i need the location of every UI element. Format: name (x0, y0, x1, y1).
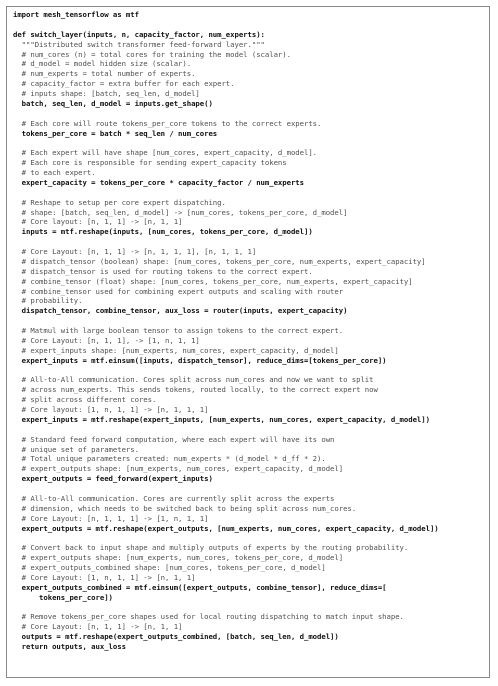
comment-line: # Matmul with large boolean tensor to assign tokens to the correct expert. (13, 326, 344, 335)
comment-line: # Core layout: [1, n, 1, 1] -> [n, 1, 1, 1] (13, 405, 209, 414)
blank-line (13, 138, 487, 148)
code-line: expert_capacity = tokens_per_core * capacity_factor / num_experts (13, 177, 304, 187)
comment-line: # num_experts = total number of experts. (13, 69, 196, 79)
comment-line: # across num_experts. This sends tokens, routed locally, to the correct expert now (13, 385, 378, 395)
code-line: expert_outputs_combined = mtf.einsum([expert_outputs, combine_tensor], reduce_dims=[ (13, 582, 387, 592)
comment-line: # Standard feed forward computation, where each expert will have its own (13, 434, 335, 444)
code-line: batch, seq_len, d_model = inputs.get_shape() (13, 98, 213, 108)
code-line: def switch_layer(inputs, n, capacity_factor, num_experts): (13, 29, 265, 39)
comment-line: # All-to-All communication. Cores are currently split across the experts (13, 493, 335, 503)
blank-line (13, 533, 487, 543)
comment-line: # split across different cores. (13, 395, 157, 405)
comment-line: # capacity_factor = extra buffer for each expert. (13, 79, 235, 89)
code-line: expert_outputs = feed_forward(expert_inputs) (13, 474, 213, 484)
blank-line (13, 425, 487, 435)
comment-line: # inputs shape: [batch, seq_len, d_model] (13, 89, 200, 98)
comment-line: # Remove tokens_per_core shapes used for local routing dispatching to match input shape. (13, 612, 404, 622)
blank-line (13, 366, 487, 376)
comment-line: # Convert back to input shape and multiply outputs of experts by the routing probability. (13, 543, 409, 553)
blank-line (13, 237, 487, 247)
comment-line: # expert_outputs_combined shape: [num_cores, tokens_per_core, d_model] (13, 563, 326, 572)
code-line: tokens_per_core]) (13, 592, 113, 602)
comment-line: # shape: [batch, seq_len, d_model] -> [num_cores, tokens_per_core, d_model] (13, 207, 348, 217)
code-line: return outputs, aux_loss (13, 642, 126, 651)
code-line: dispatch_tensor, combine_tensor, aux_loss = router(inputs, expert_capacity) (13, 306, 348, 316)
comment-line: # d_model = model hidden size (scalar). (13, 59, 192, 69)
code-line: import mesh_tensorflow as mtf (13, 10, 139, 19)
comment-line: # Each expert will have shape [num_cores, expert_capacity, d_model]. (13, 148, 318, 158)
code-listing-panel (6, 6, 490, 678)
blank-line (13, 316, 487, 326)
comment-line: # dimension, which needs to be switched back to being split across num_cores. (13, 503, 357, 513)
comment-line: # Each core is responsible for sending expert_capacity tokens (13, 158, 287, 168)
code-line: outputs = mtf.reshape(expert_outputs_combined, [batch, seq_len, d_model]) (13, 632, 339, 642)
docstring-line: """Distributed switch transformer feed-forward layer.""" (13, 39, 265, 49)
comment-line: # Reshape to setup per core expert dispatching. (13, 197, 226, 207)
comment-line: # Each core will route tokens_per_core tokens to the correct experts. (13, 118, 322, 128)
code-line: inputs = mtf.reshape(inputs, [num_cores, tokens_per_core, d_model]) (13, 227, 313, 237)
comment-line: # Core Layout: [1, n, 1, 1] -> [n, 1, 1] (13, 572, 196, 582)
comment-line: # combine_tensor (float) shape: [num_cores, tokens_per_core, num_experts, expert_capacity] (13, 276, 413, 286)
comment-line: # Total unique parameters created: num_experts * (d_model * d_ff * 2). (13, 454, 326, 464)
code-line: expert_inputs = mtf.einsum([inputs, dispatch_tensor], reduce_dims=[tokens_per_core]) (13, 355, 387, 365)
blank-line (13, 603, 487, 613)
comment-line: # unique set of parameters. (13, 444, 139, 454)
comment-line: # Core Layout: [n, 1, 1] -> [n, 1, 1] (13, 622, 183, 632)
comment-line: # to each expert. (13, 168, 96, 177)
code-line: tokens_per_core = batch * seq_len / num_cores (13, 128, 218, 138)
comment-line: # dispatch_tensor is used for routing tokens to the correct expert. (13, 266, 313, 276)
code-line: expert_inputs = mtf.reshape(expert_inputs, [num_experts, num_cores, expert_capacity, d_model]) (13, 414, 430, 424)
blank-line (13, 20, 487, 30)
comment-line: # expert_outputs shape: [num_experts, num_cores, tokens_per_core, d_model] (13, 553, 344, 563)
comment-line: # Core Layout: [n, 1, 1], -> [1, n, 1, 1] (13, 335, 200, 345)
comment-line: # Core Layout: [n, 1, 1, 1] -> [1, n, 1, 1] (13, 513, 209, 523)
comment-line: # Core Layout: [n, 1, 1] -> [n, 1, 1, 1], [n, 1, 1, 1] (13, 247, 257, 256)
comment-line: # dispatch_tensor (boolean) shape: [num_cores, tokens_per_core, num_experts, expert_capacity] (13, 256, 426, 266)
comment-line: # probability. (13, 296, 83, 306)
comment-line: # combine_tensor used for combining expert outputs and scaling with router (13, 286, 344, 296)
comment-line: # expert_inputs shape: [num_experts, num_cores, expert_capacity, d_model] (13, 345, 339, 355)
blank-line (13, 109, 487, 119)
comment-line: # expert_outputs shape: [num_experts, num_cores, expert_capacity, d_model] (13, 464, 344, 474)
comment-line: # num_cores (n) = total cores for training the model (scalar). (13, 49, 291, 59)
blank-line (13, 484, 487, 494)
comment-line: # All-to-All communication. Cores split across num_cores and now we want to split (13, 375, 374, 385)
blank-line (13, 188, 487, 198)
code-line: expert_outputs = mtf.reshape(expert_outputs, [num_experts, num_cores, expert_capacity, d_model]) (13, 523, 439, 533)
comment-line: # Core layout: [n, 1, 1] -> [n, 1, 1] (13, 217, 183, 227)
code-lines (13, 10, 487, 652)
